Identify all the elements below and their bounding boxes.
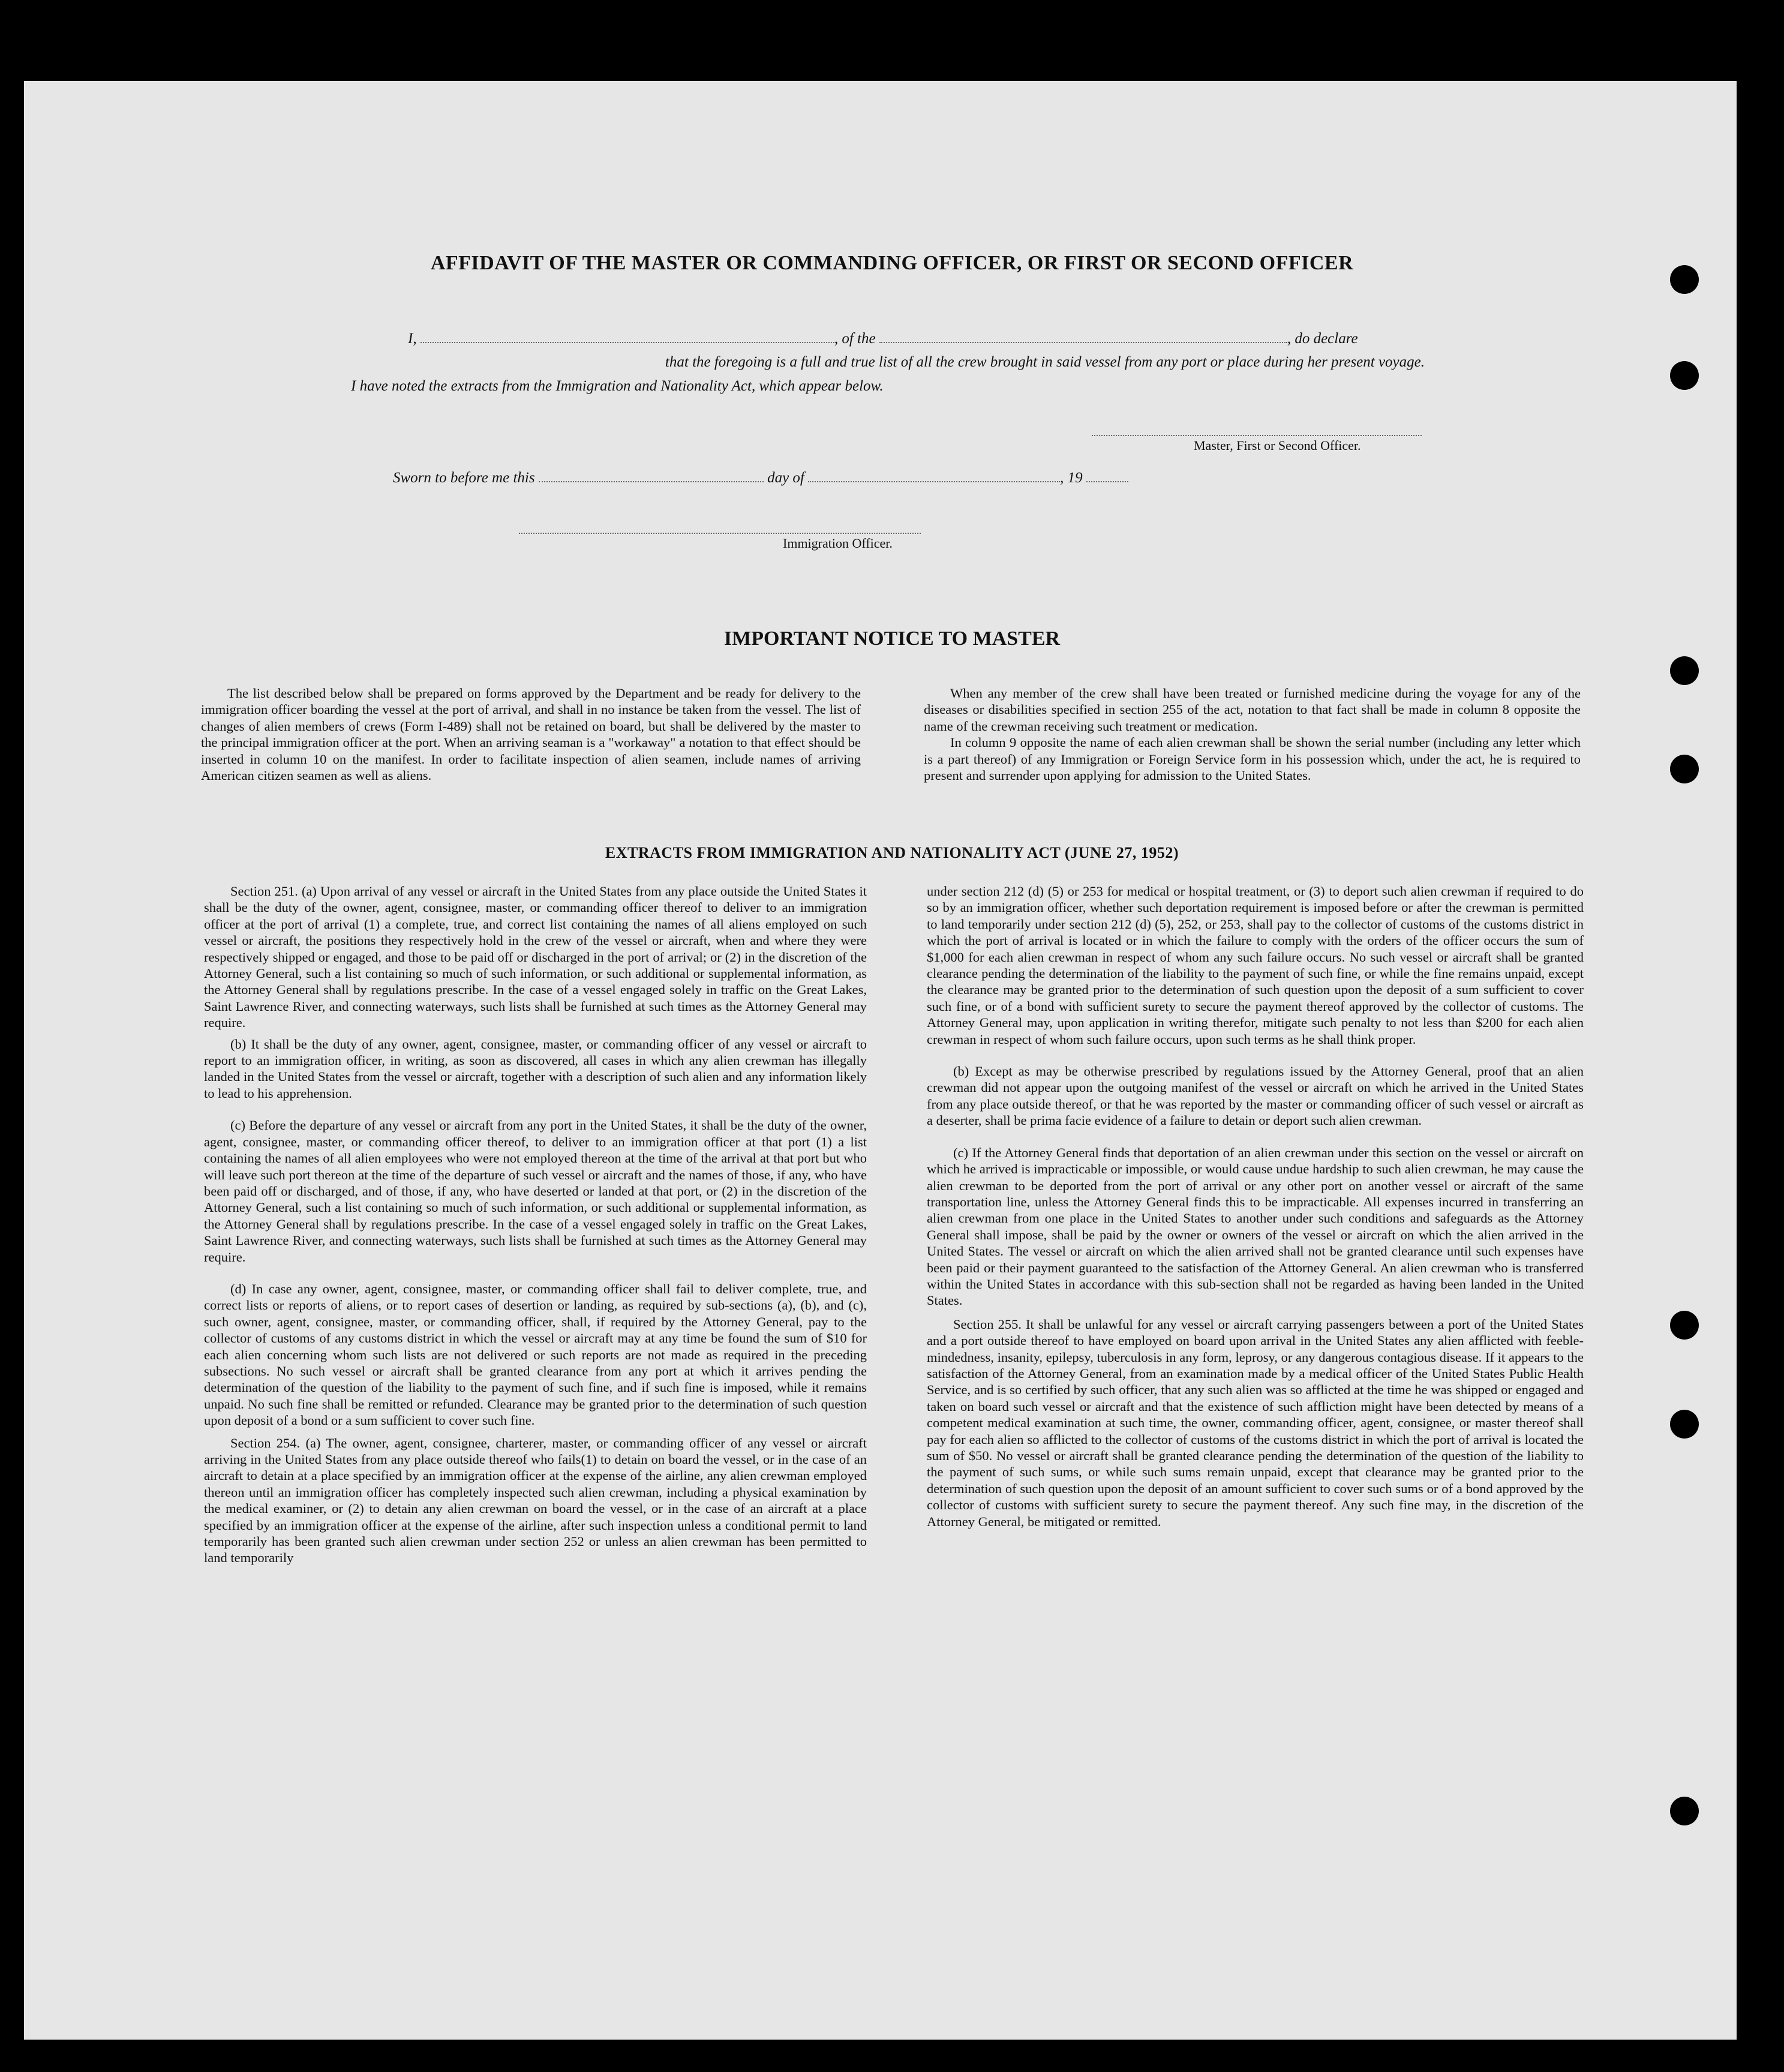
section-254-c: (c) If the Attorney General finds that deportation of an alien crewman under this section on the vessel or aircraft on which he arrived is impracticable or impossible, or would cause undue hardship to such alien crewman, he may cause the alien crewman to be deported from the port of arrival or any other port on another vessel or aircraft of the same transportation line, unless the Attorney General finds this to be impracticable. All expenses incurred in transferring an alien crewman from one place in the United States to another under such conditions and safeguards as the Attorney General shall impose, shall be paid by the owner or owners of the vessel or aircraft on which the alien arrived in the United States. The vessel or aircraft on which the alien arrived shall not be granted clearance until such expenses have been paid or their payment guaranteed to the satisfaction of the Attorney General. An alien crewman who is transferred within the United States in accordance with this sub-section shall not be regarded as having been landed in the United States.	[927, 1145, 1584, 1308]
master-signature-label: Master, First or Second Officer.	[1194, 438, 1361, 453]
name-field[interactable]	[421, 330, 834, 343]
notice-right-column	[924, 685, 1581, 783]
sworn-line	[393, 469, 1233, 487]
affidavit-of-label: , of the	[834, 331, 876, 347]
punch-hole	[1670, 1410, 1699, 1439]
day-of-label: day of	[767, 470, 804, 486]
extracts-right-column	[927, 883, 1584, 1530]
punch-hole	[1670, 1311, 1699, 1340]
notice-right-paragraph-2: In column 9 opposite the name of each alien crewman shall be shown the serial number (including any letter which is a part thereof) of any Immigration or Foreign Service form in his possession which, under the act, he is required to present and surrender upon applying for admission to the United States.	[924, 735, 1581, 783]
notice-title: IMPORTANT NOTICE TO MASTER	[723, 627, 1061, 650]
year-label: , 19	[1060, 470, 1083, 486]
sworn-year-field[interactable]	[1086, 469, 1128, 482]
punch-hole	[1670, 1797, 1699, 1825]
section-251-c: (c) Before the departure of any vessel or aircraft from any port in the United States, it shall be the duty of the owner, agent, consignee, master, or commanding officer thereof, to deliver to an immigration officer at that port (1) a list containing the names of all alien employees who were not employed thereon at the time of the arrival at that port but who will leave such port thereon at the time of the departure of such vessel or aircraft and the names of those, if any, who have been paid off or discharged, and of those, if any, who have deserted or landed at that port, or (2) in the discretion of the Attorney General, such a list containing so much of such information, or such additional or supplemental information, as the Attorney General shall by regulations prescribe. In the case of a vessel engaged solely in traffic on the Great Lakes, Saint Lawrence River, and connecting waterways, such lists shall be furnished at such times as the Attorney General may require.	[204, 1118, 867, 1265]
affidavit-statement: that the foregoing is a full and true list of all the crew brought in said vessel from any port or place during her present voyage.	[665, 354, 1425, 370]
section-254-a-continued: under section 212 (d) (5) or 253 for medical or hospital treatment, or (3) to deport such alien crewman if required to do so by an immigration officer, whether such deportation requirement is imposed before or after the crewman is permitted to land temporarily under section 212 (d) (5), 252, or 253, shall pay to the collector of customs of the customs district in which the port of arrival is located or in which the failure to comply with the orders of the officer occurs the sum of $1,000 for each alien crewman in respect of whom any such failure occurs. No such vessel or aircraft shall be granted clearance pending the determination of the liability to the payment of such fine, or while the fine remains unpaid, except the clearance may be granted prior to the determination of such question upon the deposit of a sum sufficient to cover such fine, or of a bond with sufficient surety to secure the payment thereof approved by the collector of customs. The Attorney General may, upon application in writing therefor, mitigate such penalty to not less than $200 for each alien crewman in respect of whom such failure occurs, upon such terms as he shall think proper.	[927, 884, 1584, 1047]
vessel-field[interactable]	[879, 330, 1287, 343]
immigration-officer-label: Immigration Officer.	[783, 536, 893, 551]
section-254-b: (b) Except as may be otherwise prescribed by regulations issued by the Attorney General, proof that an alien crewman did not appear upon the outgoing manifest of the vessel or aircraft on which he arrived in the United States from any place outside thereof, or that he was reported by the master or commanding officer of such vessel or aircraft as a deserter, shall be prima facie evidence of a failure to detain or deport such alien crewman.	[927, 1064, 1584, 1128]
sworn-month-field[interactable]	[808, 469, 1060, 482]
section-251-a: Section 251. (a) Upon arrival of any vessel or aircraft in the United States from any place outside the United States it shall be the duty of the owner, agent, consignee, master, or commanding officer thereof to deliver to an immigration officer at the port of arrival (1) a complete, true, and correct list containing the names of all aliens employed on such vessel or aircraft, the positions they respectively hold in the crew of the vessel or aircraft, when and where they were respectively shipped or engaged, and those to be paid off or discharged in the port of arrival; or (2) in the discretion of the Attorney General, such a list containing so much of such information, or such additional or supplemental information, as the Attorney General shall by regulations prescribe. In the case of a vessel engaged solely in traffic on the Great Lakes, Saint Lawrence River, and connecting waterways, such lists shall be furnished at such times as the Attorney General may require.	[204, 884, 867, 1031]
affidavit-title: AFFIDAVIT OF THE MASTER OR COMMANDING OFFICER, OR FIRST OR SECOND OFFICER	[430, 252, 1354, 274]
immigration-officer-signature-line[interactable]	[519, 533, 921, 534]
master-signature-line[interactable]	[1092, 435, 1422, 436]
punch-hole	[1670, 361, 1699, 390]
affidavit-declaration-line	[408, 330, 1422, 347]
affidavit-extracts-note: I have noted the extracts from the Immigration and Nationality Act, which appear below.	[351, 378, 884, 394]
sworn-day-field[interactable]	[539, 469, 764, 482]
punch-hole	[1670, 656, 1699, 685]
sworn-label: Sworn to before me this	[393, 470, 535, 486]
notice-right-paragraph-1: When any member of the crew shall have been treated or furnished medicine during the voyage for any of the diseases or disabilities specified in section 255 of the act, notation to that fact shall be made in column 8 opposite the name of the crewman receiving such treatment or medication.	[924, 686, 1581, 734]
section-254-a: Section 254. (a) The owner, agent, consignee, charterer, master, or commanding officer of any vessel or aircraft arriving in the United States from any place outside thereof who fails(1) to detain on board the vessel, or in the case of an aircraft to detain at a place specified by an immigration officer at the expense of the airline, any alien crewman employed thereon until an immigration officer has completely inspected such alien crewman, including a physical examination by the medical examiner, or (2) to detain any alien crewman on board the vessel, or in the case of an aircraft at a place specified by an immigration officer at the expense of the airline, after such inspection unless a conditional permit to land temporarily has been granted such alien crewman under section 252 or unless an alien crewman has been permitted to land temporarily	[204, 1435, 867, 1566]
punch-hole	[1670, 755, 1699, 783]
notice-left-column	[201, 685, 861, 783]
section-251-d: (d) In case any owner, agent, consignee, master, or commanding officer shall fail to deliver complete, true, and correct lists or reports of aliens, or to report cases of desertion or landing, as required by sub-sections (a), (b), and (c), such owner, agent, consignee, master, or commanding officer, shall, if required by the Attorney General, pay to the collector of customs of any customs district in which the vessel or aircraft may at any time be found the sum of $10 for each alien concerning whom such lists are not delivered or such reports are not made as required in the preceding subsections. No such vessel or aircraft shall be granted clearance from any port at which it arrives pending the determination of the question of the liability to the payment of such fine, and if such fine is imposed, while it remains unpaid. No such fine shall be remitted or refunded. Clearance may be granted prior to the determination of such question upon deposit of a bond or a sum sufficient to cover such fine.	[204, 1281, 867, 1428]
affidavit-declare-label: , do declare	[1287, 331, 1358, 347]
section-251-b: (b) It shall be the duty of any owner, agent, consignee, master, or commanding officer of any vessel or aircraft to report to an immigration officer, in writing, as soon as discovered, all cases in which any alien crewman has illegally landed in the United States from the vessel or aircraft, together with a description of such alien and any information likely to lead to his apprehension.	[204, 1036, 867, 1101]
extracts-title: EXTRACTS FROM IMMIGRATION AND NATIONALITY ACT (JUNE 27, 1952)	[605, 844, 1179, 861]
extracts-left-column	[204, 883, 867, 1566]
notice-left-paragraph: The list described below shall be prepared on forms approved by the Department and be ready for delivery to the immigration officer boarding the vessel at the port of arrival, and shall in no instance be taken from the vessel. The list of changes of alien members of crews (Form I-489) shall not be retained on board, but shall be delivered by the master to the principal immigration officer at the port. When an arriving seaman is a "workaway" a notation to that effect should be inserted in column 10 on the manifest. In order to facilitate inspection of alien seamen, include names of arriving American citizen seamen as well as aliens.	[201, 686, 861, 783]
affidavit-i-label: I,	[408, 331, 417, 347]
section-255: Section 255. It shall be unlawful for any vessel or aircraft carrying passengers between a port of the United States and a port outside thereof to have employed on board upon arrival in the United States any alien afflicted with feeble-mindedness, insanity, epilepsy, tuberculosis in any form, leprosy, or any dangerous contagious disease. If it appears to the satisfaction of the Attorney General, from an examination made by a medical officer of the United States Public Health Service, and is so certified by such officer, that any such alien was so afflicted at the time he was shipped or engaged and taken on board such vessel or aircraft and that the existence of such affliction might have been detected by means of a competent medical examination at such time, the owner, commanding officer, agent, consignee, or master thereof shall pay for each alien so afflicted to the collector of customs of the customs district in which the port of arrival is located the sum of $50. No vessel or aircraft shall be granted clearance pending the determination of the question of the liability to the payment of such sums, or while such sums remain unpaid, except that clearance may be granted prior to the determination of such question upon the deposit of an amount sufficient to cover such sums or of a bond approved by the collector of customs with sufficient surety to secure the payment thereof. Any such fine may, in the discretion of the Attorney General, be mitigated or remitted.	[927, 1316, 1584, 1529]
